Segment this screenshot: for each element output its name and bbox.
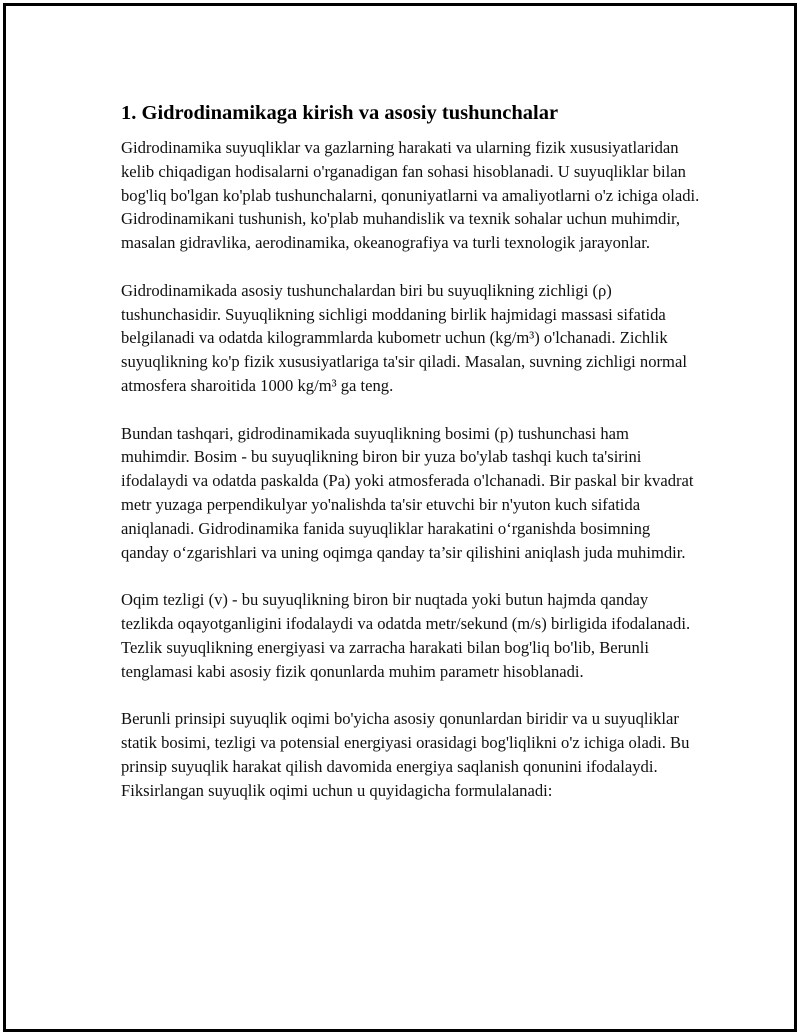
- paragraph-velocity: Oqim tezligi (v) - bu suyuqlikning biron bir nuqtada yoki butun hajmda qanday tezlikda oqayotganligini ifodalaydi va odatda metr/sekund (m/s) birligida ifodalanadi. Tezlik suyuqlikning energiyasi va zarracha harakati bilan bog'liq bo'lib, Berunli tenglamasi kabi asosiy fizik qonunlarda muhim parametr hisoblanadi.: [121, 590, 691, 681]
- paragraph-density: Gidrodinamikada asosiy tushunchalardan biri bu suyuqlikning zichligi (ρ) tushunchasidir. Suyuqlikning sichligi moddaning birlik hajmidagi massasi sifatida belgilanadi va odatda kilogrammlarda kubometr uchun (kg/m³) o'lchanadi. Zichlik suyuqlikning ko'p fizik xususiyatlariga ta'sir qiladi. Masalan, suvning zichligi normal atmosfera sharoitida 1000 kg/m³ ga teng.: [121, 280, 687, 395]
- paragraph-bernoulli: Berunli prinsipi suyuqlik oqimi bo'yicha asosiy qonunlardan biridir va u suyuqliklar statik bosimi, tezligi va potensial energiyasi orasidagi bog'liqlikni o'z ichiga oladi. Bu prinsip suyuqlik harakat qilish davomida energiya saqlanish qonunini ifodalaydi. Fiksirlangan suyuqlik oqimi uchun u quyidagicha formulalanadi:: [121, 709, 690, 800]
- document-body: [121, 100, 701, 802]
- section-heading: 1. Gidrodinamikaga kirish va asosiy tushunchalar: [121, 102, 559, 124]
- paragraph-intro: Gidrodinamika suyuqliklar va gazlarning harakati va ularning fizik xususiyatlaridan kelib chiqadigan hodisalarni o'rganadigan fan sohasi hisoblanadi. U suyuqliklar bilan bog'liq bo'lgan ko'plab tushunchalarni, qonuniyatlarni va amaliyotlarni o'z ichiga oladi. Gidrodinamikani tushunish, ko'plab muhandislik va texnik sohalar uchun muhimdir, masalan gidravlika, aerodinamika, okeanografiya va turli texnologik jarayonlar.: [121, 138, 700, 253]
- page-frame: [3, 3, 797, 1032]
- paragraph-pressure: Bundan tashqari, gidrodinamikada suyuqlikning bosimi (p) tushunchasi ham muhimdir. Bosim - bu suyuqlikning biron bir yuza bo'ylab tashqi kuch ta'sirini ifodalaydi va odatda paskalda (Pa) yoki atmosferada o'lchanadi. Bir paskal bir kvadrat metr yuzaga perpendikulyar yo'nalishda ta'sir etuvchi bir n'yuton kuch sifatida aniqlanadi. Gidrodinamika fanida suyuqliklar harakatini o‘rganishda bosimning qanday o‘zgarishlari va uning oqimga qanday ta’sir qilishini aniqlash juda muhimdir.: [121, 423, 694, 562]
